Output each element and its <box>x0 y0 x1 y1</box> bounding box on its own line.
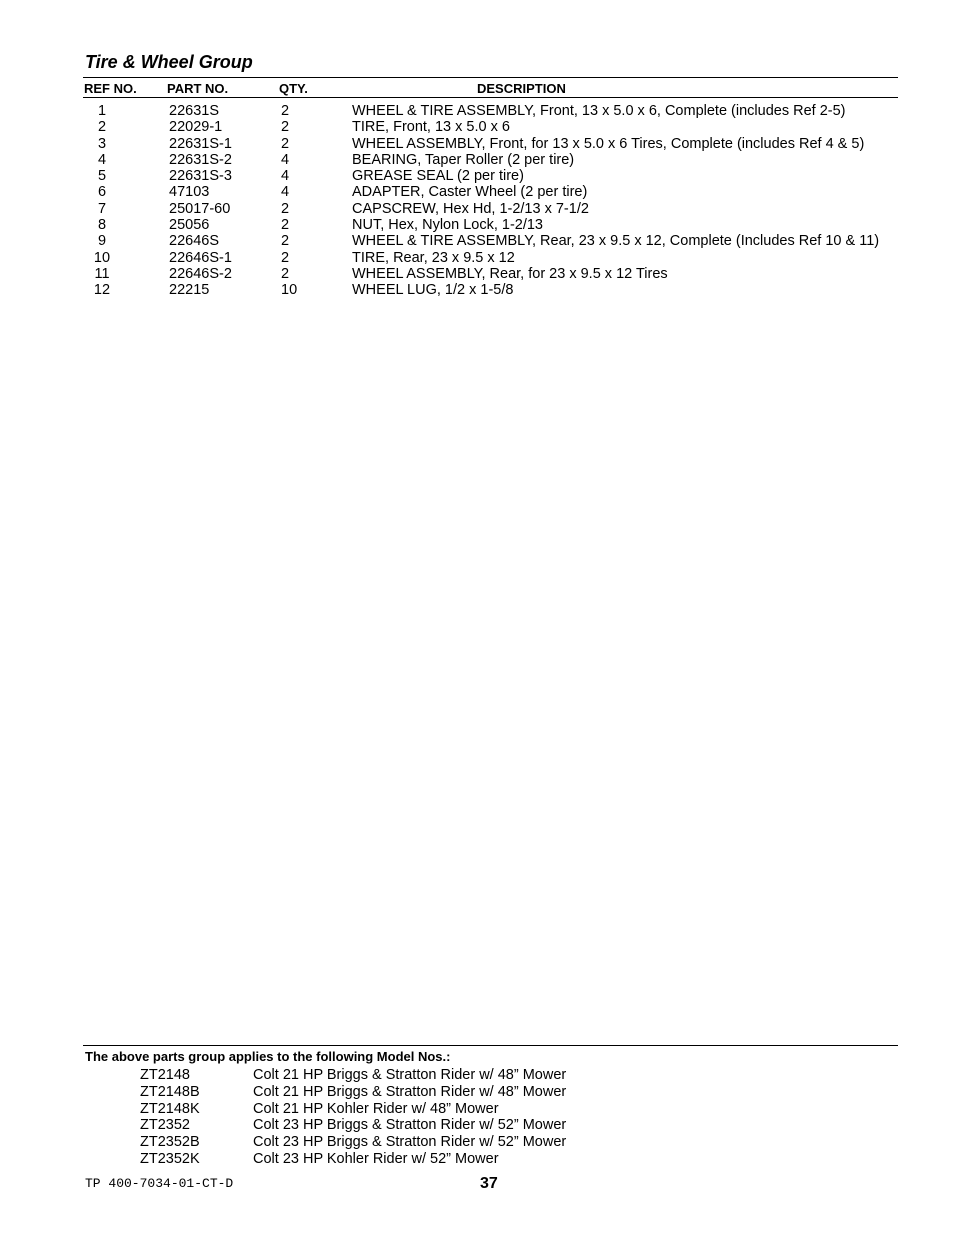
ref-cell: 12 <box>93 282 111 299</box>
description-cell: TIRE, Front, 13 x 5.0 x 6 <box>352 119 510 136</box>
description-cell: BEARING, Taper Roller (2 per tire) <box>352 151 575 168</box>
table-row <box>0 282 954 298</box>
parts-table <box>0 103 954 299</box>
model-row <box>0 1117 954 1134</box>
quantity-cell: 10 <box>281 282 298 299</box>
part-number-cell: 25056 <box>169 217 210 234</box>
section-title: Tire & Wheel Group <box>85 52 253 72</box>
quantity-cell: 2 <box>281 119 290 136</box>
part-number-cell: 22631S-1 <box>169 135 232 152</box>
ref-cell: 2 <box>97 119 107 136</box>
model-description: Colt 23 HP Briggs & Stratton Rider w/ 52” Mower <box>253 1134 567 1151</box>
quantity-cell: 2 <box>281 135 290 152</box>
table-row <box>0 168 954 184</box>
model-description: Colt 21 HP Briggs & Stratton Rider w/ 48” Mower <box>253 1083 567 1100</box>
header-divider <box>83 97 898 98</box>
description-cell: ADAPTER, Caster Wheel (2 per tire) <box>352 184 588 201</box>
table-row <box>0 217 954 233</box>
column-header-part: PART NO. <box>167 81 229 96</box>
model-description: Colt 21 HP Kohler Rider w/ 48” Mower <box>253 1100 499 1117</box>
models-heading: The above parts group applies to the following Model Nos.: <box>85 1049 451 1064</box>
quantity-cell: 4 <box>281 168 290 185</box>
description-cell: NUT, Hex, Nylon Lock, 1-2/13 <box>352 217 543 234</box>
table-row <box>0 201 954 217</box>
description-cell: TIRE, Rear, 23 x 9.5 x 12 <box>352 249 515 266</box>
quantity-cell: 4 <box>281 184 290 201</box>
ref-cell: 7 <box>97 200 107 217</box>
table-row <box>0 184 954 200</box>
model-number: ZT2352B <box>140 1134 200 1151</box>
column-header-ref: REF NO. <box>84 81 137 96</box>
model-row <box>0 1151 954 1168</box>
description-cell: WHEEL ASSEMBLY, Front, for 13 x 5.0 x 6 Tires, Complete (includes Ref 4 & 5) <box>352 135 865 152</box>
model-description: Colt 23 HP Kohler Rider w/ 52” Mower <box>253 1150 499 1167</box>
model-row <box>0 1101 954 1118</box>
table-row <box>0 266 954 282</box>
ref-cell: 8 <box>97 217 107 234</box>
description-cell: WHEEL LUG, 1/2 x 1-5/8 <box>352 282 514 299</box>
ref-cell: 11 <box>94 265 110 282</box>
model-number: ZT2148K <box>140 1100 200 1117</box>
table-row <box>0 136 954 152</box>
table-row <box>0 103 954 119</box>
part-number-cell: 22215 <box>169 282 210 299</box>
quantity-cell: 4 <box>281 151 290 168</box>
part-number-cell: 22631S-2 <box>169 151 232 168</box>
quantity-cell: 2 <box>281 200 290 217</box>
models-divider <box>83 1045 898 1046</box>
table-row <box>0 152 954 168</box>
model-description: Colt 21 HP Briggs & Stratton Rider w/ 48” Mower <box>253 1067 567 1083</box>
model-number: ZT2352 <box>140 1117 190 1134</box>
column-header-description: DESCRIPTION <box>477 81 566 96</box>
part-number-cell: 22646S <box>169 233 219 250</box>
description-cell: CAPSCREW, Hex Hd, 1-2/13 x 7-1/2 <box>352 200 589 217</box>
model-row <box>0 1067 954 1084</box>
ref-cell: 9 <box>97 233 107 250</box>
quantity-cell: 2 <box>281 233 290 250</box>
model-number: ZT2352K <box>140 1150 200 1167</box>
model-description: Colt 23 HP Briggs & Stratton Rider w/ 52” Mower <box>253 1117 567 1134</box>
ref-cell: 10 <box>93 249 111 266</box>
page-number: 37 <box>480 1175 498 1192</box>
model-number: ZT2148B <box>140 1083 200 1100</box>
ref-cell: 6 <box>97 184 107 201</box>
table-row <box>0 250 954 266</box>
column-header-qty: QTY. <box>279 81 308 96</box>
quantity-cell: 2 <box>281 265 290 282</box>
description-cell: WHEEL ASSEMBLY, Rear, for 23 x 9.5 x 12 Tires <box>352 265 668 282</box>
table-row <box>0 119 954 135</box>
part-number-cell: 22646S-1 <box>169 249 232 266</box>
quantity-cell: 2 <box>281 249 290 266</box>
ref-cell: 3 <box>97 135 107 152</box>
part-number-cell: 47103 <box>169 184 210 201</box>
description-cell: GREASE SEAL (2 per tire) <box>352 168 524 185</box>
part-number-cell: 22029-1 <box>169 119 223 136</box>
description-cell: WHEEL & TIRE ASSEMBLY, Rear, 23 x 9.5 x 12, Complete (Includes Ref 10 & 11) <box>352 233 880 250</box>
model-row <box>0 1134 954 1151</box>
document-code: TP 400-7034-01-CT-D <box>85 1176 234 1191</box>
part-number-cell: 25017-60 <box>169 200 231 217</box>
model-row <box>0 1084 954 1101</box>
table-row <box>0 233 954 249</box>
part-number-cell: 22631S-3 <box>169 168 232 185</box>
quantity-cell: 2 <box>281 103 290 119</box>
title-divider <box>83 77 898 78</box>
description-cell: WHEEL & TIRE ASSEMBLY, Front, 13 x 5.0 x 6, Complete (includes Ref 2-5) <box>352 103 846 119</box>
part-number-cell: 22646S-2 <box>169 265 232 282</box>
quantity-cell: 2 <box>281 217 290 234</box>
part-number-cell: 22631S <box>169 103 219 119</box>
ref-cell: 5 <box>97 168 107 185</box>
ref-cell: 1 <box>97 103 107 119</box>
model-list <box>0 1067 954 1168</box>
ref-cell: 4 <box>97 151 107 168</box>
model-number: ZT2148 <box>140 1067 190 1083</box>
